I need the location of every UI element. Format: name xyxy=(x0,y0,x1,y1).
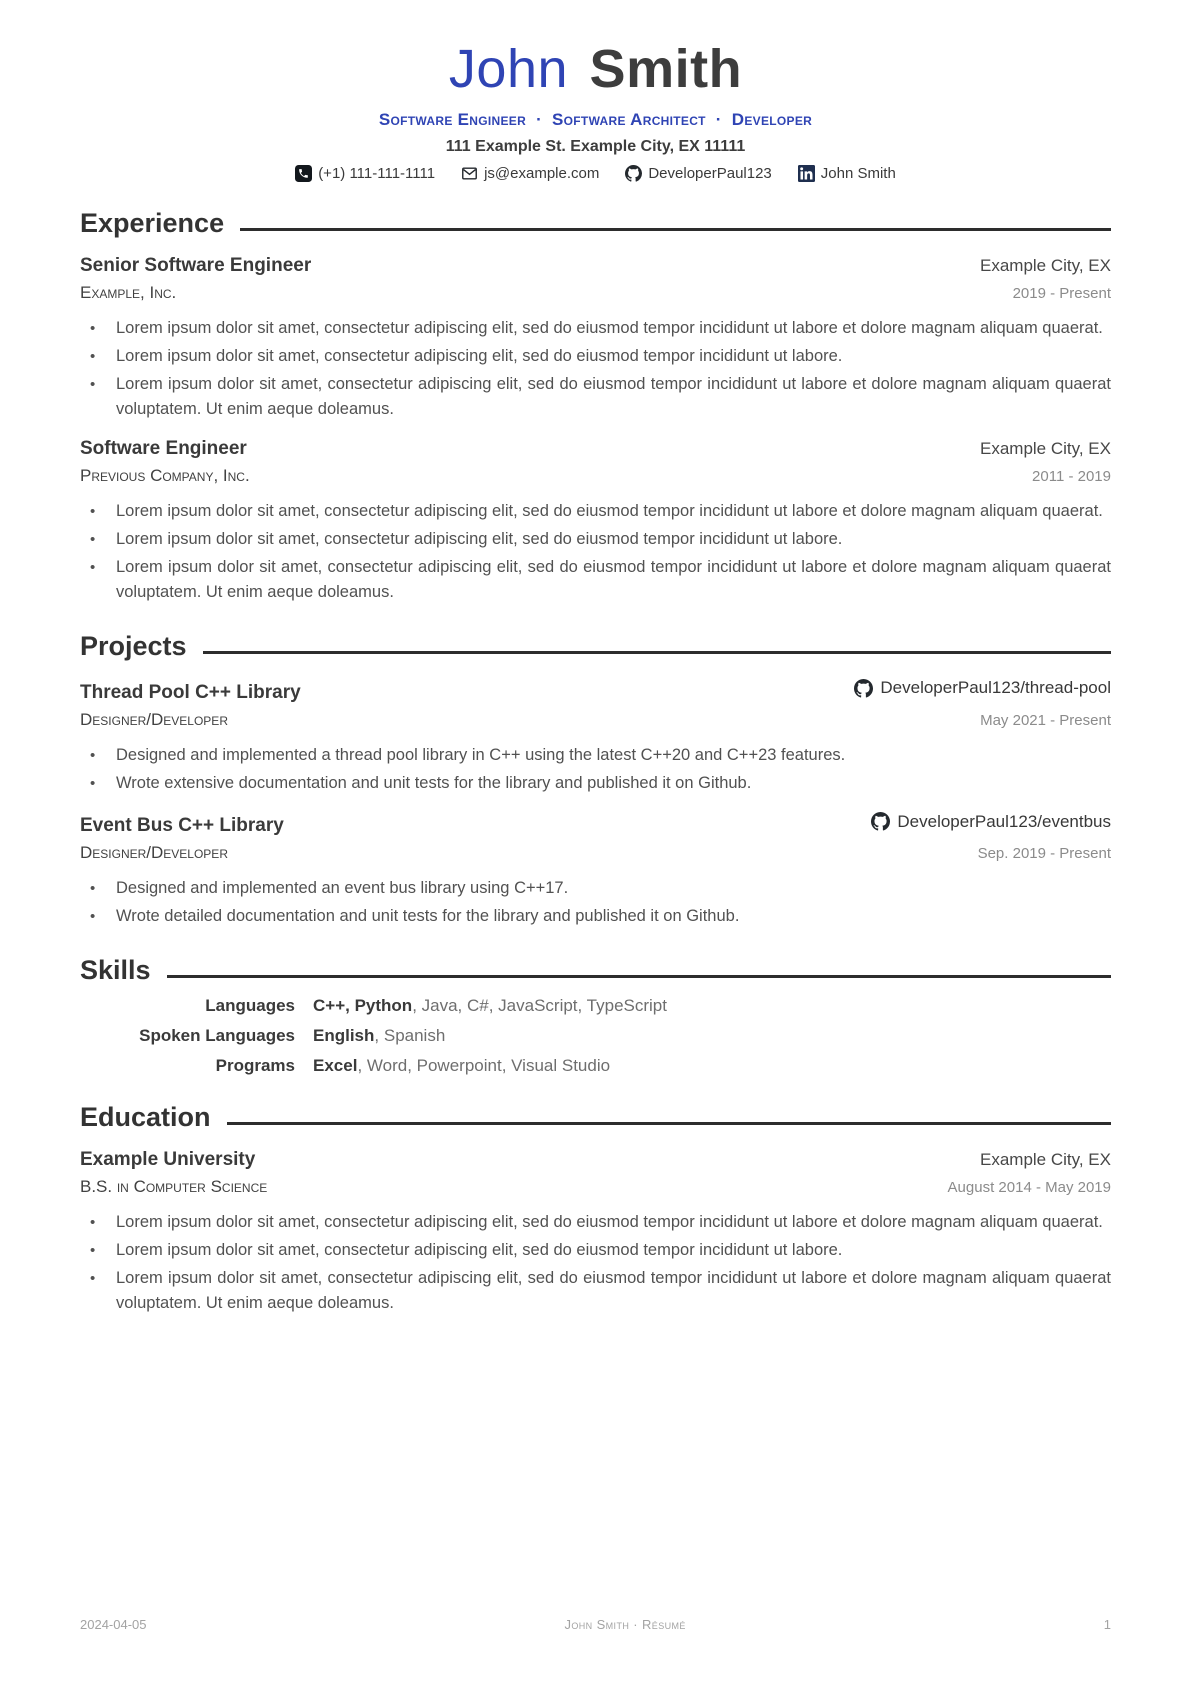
education-entry xyxy=(80,1149,1111,1316)
job-dates: 2019 - Present xyxy=(1012,285,1111,302)
last-name: Smith xyxy=(589,39,743,99)
footer-page-number: 1 xyxy=(1103,1617,1111,1632)
section-title: Education xyxy=(80,1102,211,1132)
bullet-item: • Lorem ipsum dolor sit amet, consectetur adipiscing elit, sed do eiusmod tempor incididunt ut labore et dolore magnam aliquam quaerat. xyxy=(80,316,1111,341)
bullet-item: • Lorem ipsum dolor sit amet, consectetur adipiscing elit, sed do eiusmod tempor incididunt ut labore. xyxy=(80,344,1111,369)
skill-row xyxy=(80,1056,1111,1076)
job-dates: 2011 - 2019 xyxy=(1032,468,1111,485)
github-icon xyxy=(871,812,890,831)
experience-heading xyxy=(80,208,1111,239)
github-icon xyxy=(854,679,873,698)
skill-label: Spoken Languages xyxy=(139,1026,295,1045)
section-rule xyxy=(203,651,1111,654)
school-location: Example City, EX xyxy=(979,1150,1111,1169)
repo-path: DeveloperPaul123/thread-pool xyxy=(880,678,1111,697)
project-dates: May 2021 - Present xyxy=(980,711,1111,729)
tagline-role-2: Software Architect xyxy=(552,110,706,129)
bullet-item: • Lorem ipsum dolor sit amet, consectetur adipiscing elit, sed do eiusmod tempor incididunt ut labore et dolore magnam aliquam quaerat voluptatem. Ut enim aeque doleamus. xyxy=(80,372,1111,422)
email-icon xyxy=(461,165,478,182)
email-contact[interactable] xyxy=(461,165,599,182)
skill-values xyxy=(313,1026,1111,1046)
job-location: Example City, EX xyxy=(979,439,1111,458)
bullet-item: • Lorem ipsum dolor sit amet, consectetur adipiscing elit, sed do eiusmod tempor incididunt ut labore. xyxy=(80,527,1111,552)
experience-entry xyxy=(80,438,1111,605)
linkedin-name: John Smith xyxy=(820,165,896,182)
tagline-separator: · xyxy=(536,110,543,129)
github-icon xyxy=(625,165,642,182)
section-skills xyxy=(80,955,1111,1076)
education-bullets xyxy=(80,1210,1111,1316)
address: 111 Example St. Example City, EX 11111 xyxy=(445,138,746,155)
skill-values xyxy=(313,1056,1111,1076)
project-role: Designer/Developer xyxy=(80,709,228,729)
section-education xyxy=(80,1102,1111,1316)
project-entry xyxy=(80,812,1111,930)
phone-number: (+1) 111-111-1111 xyxy=(318,165,436,182)
full-name xyxy=(80,38,1111,100)
company-name: Example, Inc. xyxy=(80,283,177,302)
bullet-item: • Lorem ipsum dolor sit amet, consectetur adipiscing elit, sed do eiusmod tempor incididunt ut labore et dolore magnam aliquam quaerat voluptatem. Ut enim aeque doleamus. xyxy=(80,1266,1111,1316)
experience-entry xyxy=(80,255,1111,422)
degree: B.S. in Computer Science xyxy=(80,1177,268,1196)
skills-table xyxy=(80,996,1111,1076)
education-dates: August 2014 - May 2019 xyxy=(947,1179,1111,1196)
tagline xyxy=(80,110,1111,130)
bullet-item: • Designed and implemented a thread pool library in C++ using the latest C++20 and C++23 features. xyxy=(80,743,1111,768)
resume-header xyxy=(80,38,1111,182)
skill-values xyxy=(313,996,1111,1016)
section-rule xyxy=(227,1122,1111,1125)
project-title: Event Bus C++ Library xyxy=(80,815,284,836)
job-title: Senior Software Engineer xyxy=(80,255,312,276)
section-rule xyxy=(240,228,1111,231)
job-bullets xyxy=(80,316,1111,422)
project-dates: Sep. 2019 - Present xyxy=(977,845,1111,862)
skill-highlight: Excel xyxy=(313,1056,358,1075)
footer-title: John Smith · Résumé xyxy=(564,1617,686,1632)
project-entry xyxy=(80,678,1111,796)
skill-rest: , Spanish xyxy=(374,1026,446,1045)
section-title: Projects xyxy=(80,631,187,661)
github-username: DeveloperPaul123 xyxy=(648,165,772,182)
job-location: Example City, EX xyxy=(979,256,1111,275)
skill-highlight: C++, Python xyxy=(313,996,413,1015)
email-address: js@example.com xyxy=(484,165,600,182)
bullet-item: • Lorem ipsum dolor sit amet, consectetur adipiscing elit, sed do eiusmod tempor incididunt ut labore et dolore magnam aliquam quaerat. xyxy=(80,1210,1111,1235)
section-experience xyxy=(80,208,1111,605)
tagline-role-3: Developer xyxy=(731,110,813,129)
project-bullets xyxy=(80,876,1111,929)
bullet-item: • Lorem ipsum dolor sit amet, consectetur adipiscing elit, sed do eiusmod tempor incididunt ut labore et dolore magnam aliquam quaerat voluptatem. Ut enim aeque doleamus. xyxy=(80,555,1111,605)
bullet-item: • Lorem ipsum dolor sit amet, consectetur adipiscing elit, sed do eiusmod tempor incididunt ut labore et dolore magnam aliquam quaerat. xyxy=(80,499,1111,524)
skill-rest: , Word, Powerpoint, Visual Studio xyxy=(357,1056,611,1075)
project-bullets xyxy=(80,743,1111,796)
tagline-role-1: Software Engineer xyxy=(378,110,527,129)
skills-heading xyxy=(80,955,1111,986)
contact-row xyxy=(80,165,1111,182)
skill-row xyxy=(80,1026,1111,1046)
education-heading xyxy=(80,1102,1111,1133)
linkedin-contact[interactable] xyxy=(798,165,896,182)
bullet-item: • Designed and implemented an event bus library using C++17. xyxy=(80,876,1111,901)
company-name: Previous Company, Inc. xyxy=(80,466,250,485)
job-title: Software Engineer xyxy=(80,438,247,459)
skill-label: Programs xyxy=(215,1056,295,1075)
phone-icon xyxy=(295,165,312,182)
skill-highlight: English xyxy=(313,1026,375,1045)
section-rule xyxy=(167,975,1111,978)
github-contact[interactable] xyxy=(625,165,771,182)
section-title: Skills xyxy=(80,955,151,985)
skill-row xyxy=(80,996,1111,1016)
page-footer xyxy=(80,1617,1111,1632)
project-title: Thread Pool C++ Library xyxy=(80,681,301,703)
repo-path: DeveloperPaul123/eventbus xyxy=(897,811,1111,831)
job-bullets xyxy=(80,499,1111,605)
bullet-item: • Wrote extensive documentation and unit tests for the library and published it on Github. xyxy=(80,771,1111,796)
footer-date: 2024-04-05 xyxy=(80,1617,147,1632)
bullet-item: • Wrote detailed documentation and unit tests for the library and published it on Github. xyxy=(80,904,1111,929)
section-projects xyxy=(80,631,1111,929)
school-name: Example University xyxy=(80,1149,256,1170)
section-title: Experience xyxy=(80,208,225,238)
projects-heading xyxy=(80,631,1111,662)
project-role: Designer/Developer xyxy=(80,843,228,862)
skill-label: Languages xyxy=(205,996,295,1015)
project-repo-link[interactable] xyxy=(854,678,1111,698)
skill-rest: , Java, C#, JavaScript, TypeScript xyxy=(412,996,667,1015)
tagline-separator: · xyxy=(715,110,722,129)
first-name: John xyxy=(448,39,569,99)
phone-contact[interactable] xyxy=(295,165,435,182)
project-repo-link[interactable] xyxy=(871,812,1111,832)
bullet-item: • Lorem ipsum dolor sit amet, consectetur adipiscing elit, sed do eiusmod tempor incididunt ut labore. xyxy=(80,1238,1111,1263)
linkedin-icon xyxy=(798,165,815,182)
